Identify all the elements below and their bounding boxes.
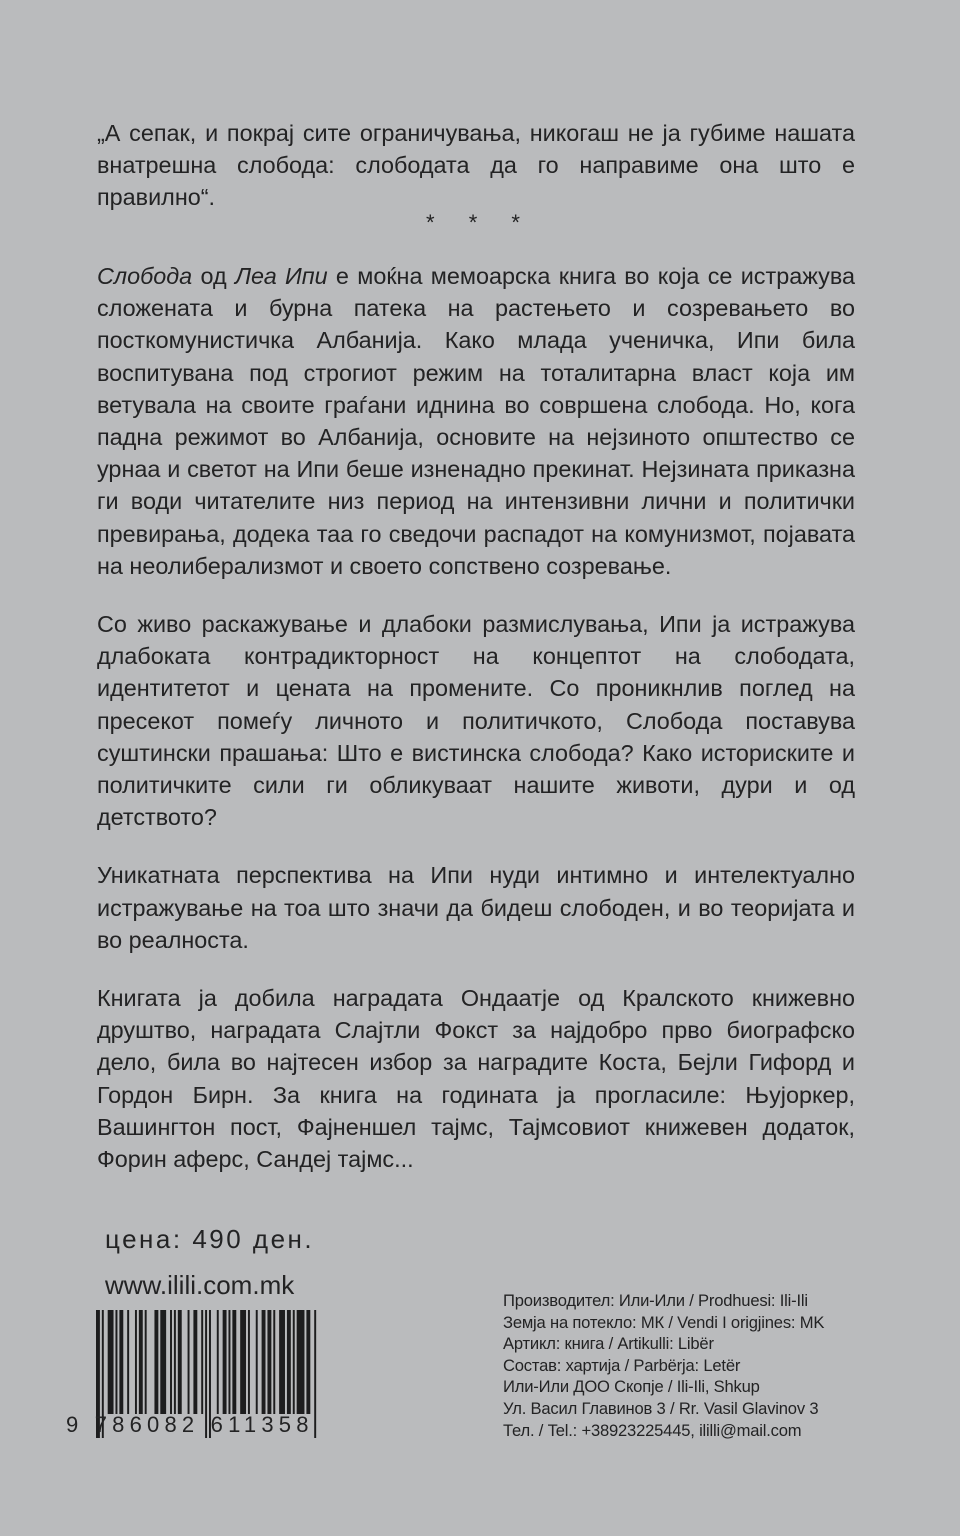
description-paragraph-1 (97, 260, 855, 582)
barcode-bar (232, 1310, 236, 1414)
price-label: цена: 490 ден. (105, 1224, 315, 1254)
barcode-bar (108, 1310, 114, 1414)
book-title: Слобода (97, 263, 193, 289)
barcode-bar (223, 1310, 227, 1414)
imprint-line: Или-Или ДОО Скопје / Ili-Ili, Shkup (503, 1377, 760, 1397)
paragraph-1-text: е моќна мемоарска книга во која се истражува сложената и бурна патека на растењето и созревањето во посткомунистичка Албанија. Како млада ученичка, Ипи била воспитувана под строгиот режим на тоталитарна власт која им ветувала на своите граѓани иднина во совршена слобода. Но, кога падна режимот во Албанија, основите на нејзиното општество се урнаа и светот на Ипи беше изненадно прекинат. Нејзината приказна ги води читателите низ период на интензивни лични и политички превирања, додека таа го сведочи распадот на комунизмот, појавата на неолиберализмот и своето сопствено созревање. (97, 263, 855, 579)
barcode-bar (314, 1310, 316, 1438)
barcode-bar (193, 1310, 197, 1414)
isbn-digits: 9 786082 611358 (66, 1412, 314, 1437)
barcode-bar (256, 1310, 258, 1414)
book-description (97, 260, 855, 1201)
imprint-line: Ул. Васил Главинов 3 / Rr. Vasil Glavinov 3 (503, 1398, 819, 1418)
imprint-line: Производител: Или-Или / Prodhuesi: Ili-Ili (503, 1291, 808, 1310)
barcode-bar (267, 1310, 271, 1414)
barcode-bar (287, 1310, 291, 1414)
barcode-bar (248, 1310, 250, 1414)
barcode-bar (273, 1310, 275, 1414)
barcode-bar (170, 1310, 172, 1414)
barcode-bar (115, 1310, 117, 1414)
imprint-line: Состав: хартија / Parbërja: Letër (503, 1355, 741, 1375)
description-paragraph-2: Со живо раскажување и длабоки размислувања, Ипи ја истражува длабоката контрадикторност на концептот на слободата, идентитетот и цената на промените. Со проникнлив поглед на пресекот помеѓу личното и политичкото, Слобода поставува суштински прашања: Што е вистинска слобода? Како историските и политичките сили ги обликуваат нашите животи, дури и од детството? (97, 611, 855, 831)
section-separator: * * * (426, 210, 534, 235)
barcode-bar (279, 1310, 285, 1414)
barcode-bar (217, 1310, 219, 1414)
barcode-bar (135, 1310, 137, 1414)
barcode-bar (160, 1310, 166, 1414)
author-name: Леа Ипи (234, 263, 328, 289)
publisher-imprint (503, 1290, 824, 1441)
barcode-bar (139, 1310, 143, 1414)
barcode-bar (240, 1310, 246, 1414)
description-paragraph-3: Уникатната перспектива на Ипи нуди интимно и интелектуално истражување на тоа што значи да бидеш слободен, и во теоријата и во реалноста. (97, 862, 855, 953)
imprint-line: Артикл: книга / Artikulli: Libër (503, 1334, 714, 1354)
barcode-bar (178, 1310, 182, 1414)
barcode-bar (306, 1310, 310, 1414)
barcode-bar (154, 1310, 158, 1414)
barcode-bar (119, 1310, 123, 1414)
barcode-bar (174, 1310, 176, 1414)
imprint-line: Тел. / Tel.: +38923225445, ililli@mail.com (503, 1420, 802, 1440)
epigraph-text: „А сепак, и покрај сите ограничувања, никогаш не ја губиме нашата внатрешна слобода: слободата да го направиме она што е правилно“. (97, 120, 855, 211)
barcode-bar (127, 1310, 129, 1414)
barcode-bar (297, 1310, 305, 1414)
description-paragraph-4: Книгата ја добила наградата Ондаатје од Кралското книжевно друштво, наградата Слајтли Фокст за најдобро прво биографско дело, била во најтесен избор за наградите Коста, Бејли Гифорд и Гордон Бирн. За книга на годината ја прогласиле: Њујоркер, Вашингтон пост, Фајненшел тајмс, Тајмсовиот книжевен додаток, Форин аферс, Сандеј тајмс... (97, 985, 855, 1173)
barcode-bar (145, 1310, 147, 1414)
imprint-line: Земја на потекло: МК / Vendi I origjines: MK (503, 1312, 825, 1332)
title-connector: од (192, 263, 235, 289)
website-link[interactable]: www.ilili.com.mk (105, 1270, 295, 1300)
barcode-bar (262, 1310, 266, 1414)
barcode-bar (293, 1310, 295, 1414)
barcode-bar (201, 1310, 203, 1414)
barcode-bar (188, 1310, 190, 1414)
barcode-bar (228, 1310, 230, 1414)
